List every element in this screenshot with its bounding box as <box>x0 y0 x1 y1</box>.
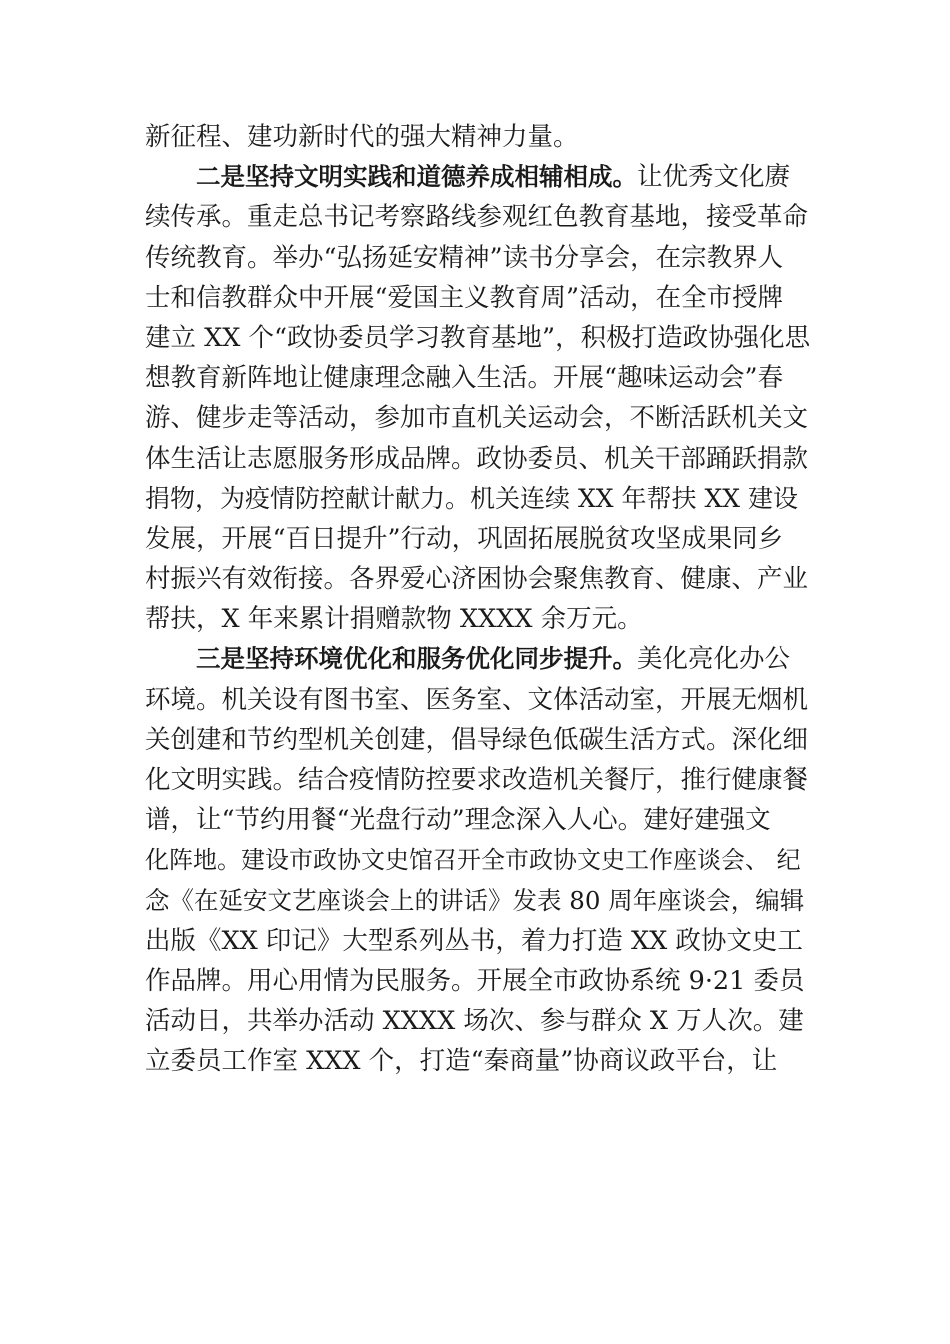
line-text: 美化亮化办公 <box>637 644 791 675</box>
paragraph-heading: 二是坚持文明实践和道德养成相辅相成。 <box>196 162 637 192</box>
paragraph-heading-line <box>145 639 810 679</box>
document-body <box>145 117 810 1082</box>
text-line <box>145 720 810 760</box>
text-line <box>145 921 810 961</box>
line-text: 续传承。重走总书记考察路线参观红色教育基地，接受革命 <box>145 202 809 233</box>
line-text: 士和信教群众中开展“爱国主义教育周”活动，在全市授牌 <box>145 282 784 313</box>
line-text: 化阵地。建设市政协文史馆召开全市政协文史工作座谈会、 纪 <box>145 846 801 875</box>
line-text: 立委员工作室 XXX 个，打造“秦商量”协商议政平台，让 <box>145 1046 778 1077</box>
text-line <box>145 1041 810 1081</box>
line-text: 游、健步走等活动，参加市直机关运动会，不断活跃机关文 <box>145 403 809 434</box>
line-text: 作品牌。用心用情为民服务。开展全市政协系统 9·21 委员 <box>145 965 805 996</box>
line-text: 念《在延安文艺座谈会上的讲话》发表 80 周年座谈会，编辑 <box>145 885 805 915</box>
text-line <box>145 117 810 157</box>
line-text: 出版《XX 印记》大型系列丛书，着力打造 XX 政协文史工 <box>145 925 803 956</box>
text-line <box>145 398 810 438</box>
line-text: 发展，开展“百日提升”行动，巩固拓展脱贫攻坚成果同乡 <box>145 523 784 554</box>
text-line <box>145 840 810 880</box>
line-text: 新征程、建功新时代的强大精神力量。 <box>145 122 579 152</box>
line-text: 关创建和节约型机关创建，倡导绿色低碳生活方式。深化细 <box>145 724 809 755</box>
line-text: 建立 XX 个“政协委员学习教育基地”，积极打造政协强化思 <box>145 322 811 353</box>
text-line <box>145 559 810 599</box>
text-line <box>145 760 810 800</box>
line-text: 村振兴有效衔接。各界爱心济困协会聚焦教育、健康、产业 <box>145 564 809 595</box>
text-line <box>145 318 810 358</box>
text-line <box>145 961 810 1001</box>
paragraph-heading: 三是坚持环境优化和服务优化同步提升。 <box>196 644 637 674</box>
line-text: 体生活让志愿服务形成品牌。政协委员、机关干部踊跃捐款 <box>145 443 809 474</box>
text-line <box>145 519 810 559</box>
text-line <box>145 800 810 840</box>
line-text: 帮扶，X 年来累计捐赠款物 XXXX 余万元。 <box>145 604 643 635</box>
line-text: 捐物，为疫情防控献计献力。机关连续 XX 年帮扶 XX 建设 <box>145 483 798 513</box>
text-line <box>145 881 810 921</box>
text-line <box>145 680 810 720</box>
text-line <box>145 358 810 398</box>
line-text: 活动日，共举办活动 XXXX 场次、参与群众 X 万人次。建 <box>145 1006 804 1037</box>
line-text: 谱，让“节约用餐“光盘行动”理念深入人心。建好建强文 <box>145 805 771 836</box>
text-line <box>145 197 810 237</box>
text-line <box>145 439 810 479</box>
text-line <box>145 1001 810 1041</box>
line-text: 让优秀文化赓 <box>637 162 791 193</box>
line-text: 环境。机关设有图书室、医务室、文体活动室，开展无烟机 <box>145 684 809 715</box>
text-line <box>145 238 810 278</box>
line-text: 化文明实践。结合疫情防控要求改造机关餐厅，推行健康餐 <box>145 765 809 795</box>
line-text: 传统教育。举办“弘扬延安精神”读书分享会，在宗教界人 <box>145 242 784 273</box>
text-line <box>145 479 810 519</box>
text-line <box>145 599 810 639</box>
line-text: 想教育新阵地让健康理念融入生活。开展“趣味运动会”春 <box>145 363 784 394</box>
paragraph-heading-line <box>145 157 810 197</box>
text-line <box>145 278 810 318</box>
